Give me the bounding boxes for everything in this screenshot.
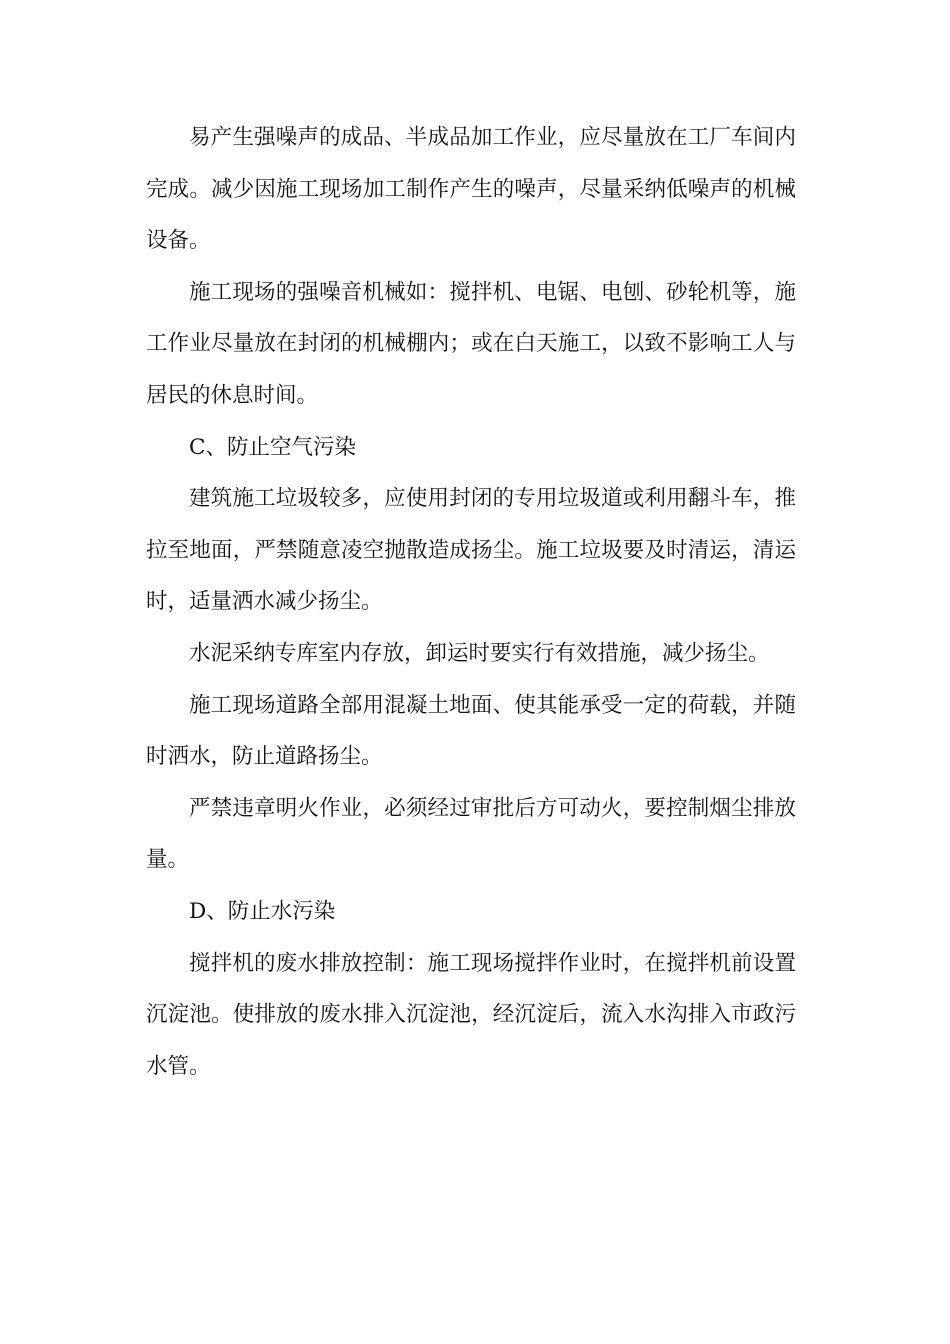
- paragraph-construction-waste: 建筑施工垃圾较多，应使用封闭的专用垃圾道或利用翻斗车，推拉至地面，严禁随意凌空抛散造成扬尘。施工垃圾要及时清运，清运时，适量洒水减少扬尘。: [146, 486, 796, 615]
- document-body: [146, 112, 796, 1092]
- paragraph-site-roads: 施工现场道路全部用混凝土地面、使其能承受一定的荷载，并随时洒水，防止道路扬尘。: [146, 692, 796, 770]
- paragraph-cement-storage: 水泥采纳专库室内存放，卸运时要实行有效措施，减少扬尘。: [189, 640, 770, 666]
- paragraph-open-fire: 严禁违章明火作业，必须经过审批后方可动火，要控制烟尘排放量。: [146, 795, 796, 873]
- section-heading-air-pollution: C、防止空气污染: [189, 434, 356, 460]
- paragraph-machine-noise: 施工现场的强噪音机械如：搅拌机、电锯、电刨、砂轮机等，施工作业尽量放在封闭的机械棚内；或在白天施工，以致不影响工人与居民的休息时间。: [146, 279, 796, 408]
- section-heading-water-pollution: D、防止水污染: [189, 898, 336, 924]
- paragraph-workshop-noise: 易产生强噪声的成品、半成品加工作业，应尽量放在工厂车间内完成。减少因施工现场加工制作产生的噪声，尽量采纳低噪声的机械设备。: [146, 125, 796, 254]
- paragraph-mixer-wastewater: 搅拌机的废水排放控制：施工现场搅拌作业时，在搅拌机前设置沉淀池。使排放的废水排入沉淀池，经沉淀后，流入水沟排入市政污水管。: [146, 950, 796, 1079]
